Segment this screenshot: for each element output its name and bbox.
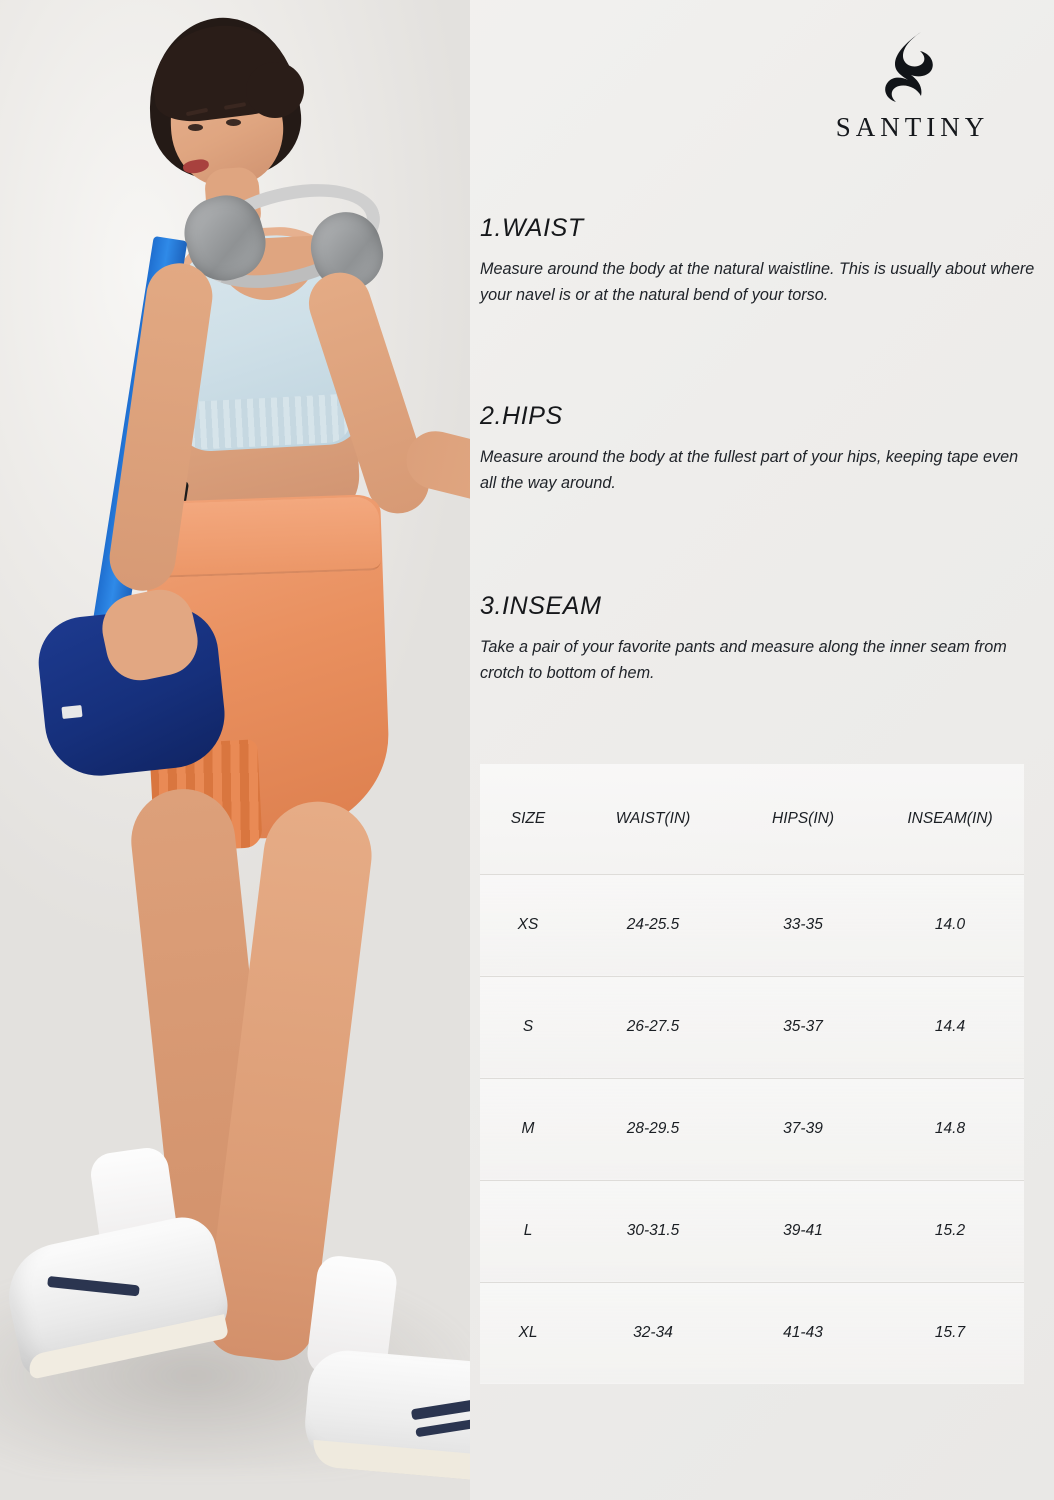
table-header-row <box>480 764 1024 874</box>
cell-hips: 37-39 <box>730 1078 876 1180</box>
column-header-inseam: INSEAM(IN) <box>876 764 1024 874</box>
cell-waist: 26-27.5 <box>576 976 730 1078</box>
cell-size: M <box>480 1078 576 1180</box>
cell-size: XL <box>480 1282 576 1384</box>
cell-hips: 39-41 <box>730 1180 876 1282</box>
bag-label-tag <box>61 705 82 719</box>
flame-logo-icon <box>877 30 943 104</box>
section-waist-body: Measure around the body at the natural waistline. This is usually about where your navel is or at the natural bend of your torso. <box>480 260 1035 305</box>
hair-bun <box>246 62 304 118</box>
cell-inseam: 15.7 <box>876 1282 1024 1384</box>
cell-inseam: 14.8 <box>876 1078 1024 1180</box>
table-row <box>480 1180 1024 1282</box>
cell-waist: 28-29.5 <box>576 1078 730 1180</box>
brand-logo <box>810 30 1010 143</box>
sneaker-stripe <box>47 1276 140 1297</box>
size-chart-body <box>480 874 1024 1384</box>
section-inseam-heading: 3.INSEAM <box>480 592 602 620</box>
column-header-hips: HIPS(IN) <box>730 764 876 874</box>
size-guide-content <box>470 0 1054 1500</box>
cell-hips: 33-35 <box>730 874 876 976</box>
cell-hips: 41-43 <box>730 1282 876 1384</box>
brand-name: SANTINY <box>835 112 990 142</box>
eye-right <box>226 119 241 126</box>
section-inseam <box>480 592 1036 686</box>
top-ribbed-hem <box>181 394 351 451</box>
section-waist-heading: 1.WAIST <box>480 214 584 242</box>
skort-waistband <box>155 496 381 578</box>
cell-inseam: 14.4 <box>876 976 1024 1078</box>
eye-left <box>188 124 203 131</box>
sneaker-back <box>0 1211 235 1381</box>
cell-size: XS <box>480 874 576 976</box>
section-waist <box>480 214 1036 308</box>
cell-waist: 32-34 <box>576 1282 730 1384</box>
section-hips-heading: 2.HIPS <box>480 402 563 430</box>
column-header-waist: WAIST(IN) <box>576 764 730 874</box>
model-photo <box>0 0 470 1500</box>
cell-inseam: 14.0 <box>876 874 1024 976</box>
table-row <box>480 1282 1024 1384</box>
cell-hips: 35-37 <box>730 976 876 1078</box>
cell-inseam: 15.2 <box>876 1180 1024 1282</box>
section-inseam-body: Take a pair of your favorite pants and measure along the inner seam from crotch to bottom of hem. <box>480 638 1007 683</box>
cell-waist: 30-31.5 <box>576 1180 730 1282</box>
table-row <box>480 976 1024 1078</box>
model-figure <box>0 0 470 1500</box>
cell-waist: 24-25.5 <box>576 874 730 976</box>
column-header-size: SIZE <box>480 764 576 874</box>
cell-size: L <box>480 1180 576 1282</box>
table-row <box>480 1078 1024 1180</box>
sneaker-stripe <box>411 1393 470 1421</box>
cell-size: S <box>480 976 576 1078</box>
size-chart-head <box>480 764 1024 874</box>
size-chart-table <box>480 764 1024 1384</box>
sneaker-front <box>301 1347 470 1486</box>
section-hips <box>480 402 1036 496</box>
section-hips-body: Measure around the body at the fullest part of your hips, keeping tape even all the way around. <box>480 448 1019 493</box>
table-row <box>480 874 1024 976</box>
